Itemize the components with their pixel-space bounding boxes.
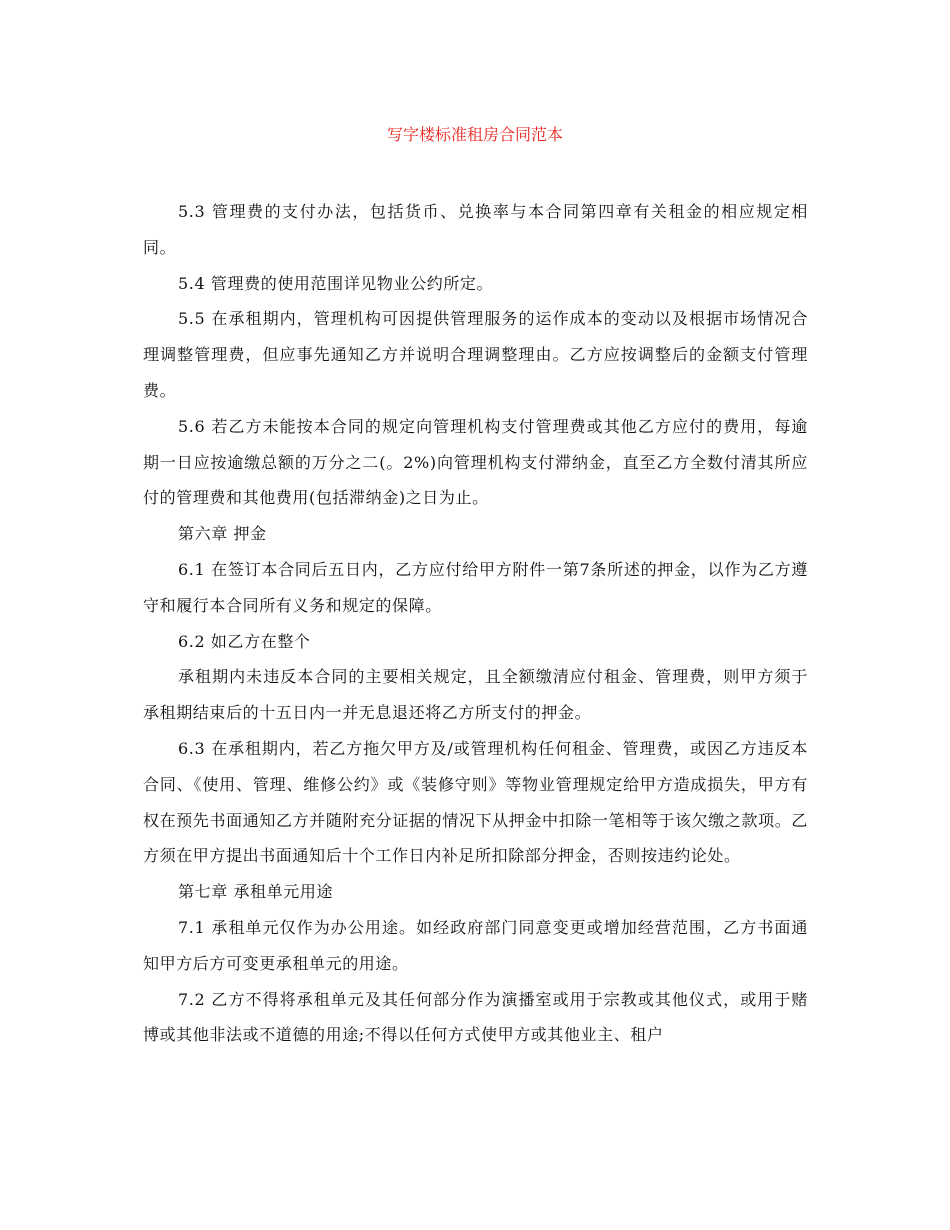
paragraph-6-2: 6.2 如乙方在整个 [178,631,311,651]
paragraph-5-3: 5.3 管理费的支付办法，包括货币、兑换率与本合同第四章有关租金的相应规定相同。 [143,202,808,257]
paragraph-5-6: 5.6 若乙方未能按本合同的规定向管理机构支付管理费或其他乙方应付的费用，每逾期一日应按逾缴总额的万分之二(。2%)向管理机构支付滞纳金，直至乙方全数付清其所应付的管理费和其他费用(包括滞纳金)之日为止。 [143,416,808,508]
paragraph-7-2: 7.2 乙方不得将承租单元及其任何部分作为演播室或用于宗教或其他仪式，或用于赌博或其他非法或不道德的用途;不得以任何方式使甲方或其他业主、租户 [143,989,808,1045]
paragraph-7-1: 7.1 承租单元仅作为办公用途。如经政府部门同意变更或增加经营范围，乙方书面通知甲方后方可变更承租单元的用途。 [143,917,808,973]
paragraph-6-2-continued: 承租期内未违反本合同的主要相关规定，且全额缴清应付租金、管理费，则甲方须于承租期结束后的十五日内一并无息退还将乙方所支付的押金。 [143,667,808,723]
paragraph-5-5: 5.5 在承租期内，管理机构可因提供管理服务的运作成本的变动以及根据市场情况合理调整管理费，但应事先通知乙方并说明合理调整理由。乙方应按调整后的金额支付管理费。 [143,309,808,400]
document-body [143,194,808,1053]
chapter-6-heading: 第六章 押金 [178,524,267,544]
paragraph-6-3: 6.3 在承租期内，若乙方拖欠甲方及/或管理机构任何租金、管理费，或因乙方违反本合同、《使用、管理、维修公约》或《装修守则》等物业管理规定给甲方造成损失，甲方有权在预先书面通知乙方并随附充分证据的情况下从押金中扣除一笔相等于该欠缴之款项。乙方须在甲方提出书面通知后十个工作日内补足所扣除部分押金，否则按违约论处。 [143,738,808,866]
document-title: 写字楼标准租房合同范本 [386,125,563,144]
chapter-7-heading: 第七章 承租单元用途 [178,882,334,902]
paragraph-6-1: 6.1 在签订本合同后五日内，乙方应付给甲方附件一第7条所述的押金，以作为乙方遵守和履行本合同所有义务和规定的保障。 [143,559,808,615]
paragraph-5-4: 5.4 管理费的使用范围详见物业公约所定。 [178,273,494,293]
